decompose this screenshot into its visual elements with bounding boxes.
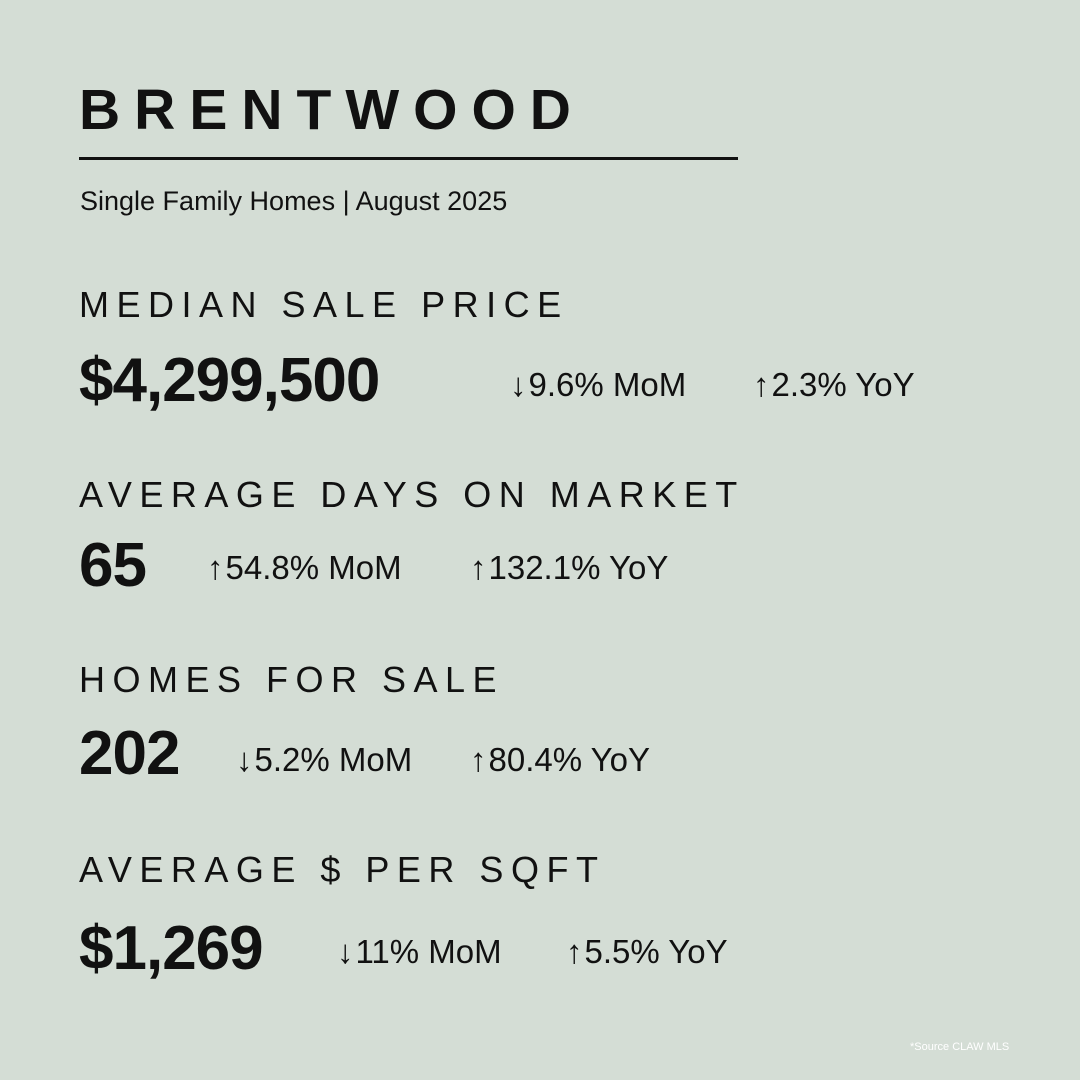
mom-change-text: 54.8% MoM <box>225 549 402 586</box>
mom-change-text: 9.6% MoM <box>528 366 687 403</box>
metric-value: 65 <box>79 531 146 600</box>
arrow-down-icon: ↓ <box>337 933 354 970</box>
mom-change-text: 11% MoM <box>355 933 502 970</box>
yoy-change <box>470 548 668 588</box>
arrow-up-icon: ↑ <box>566 933 583 970</box>
mom-change <box>337 932 502 972</box>
page-title: BRENTWOOD <box>79 78 585 142</box>
metric-label: AVERAGE DAYS ON MARKET <box>79 474 745 515</box>
mom-change <box>510 365 686 405</box>
page-subtitle: Single Family Homes | August 2025 <box>80 186 508 216</box>
arrow-up-icon: ↑ <box>753 366 770 403</box>
metric-label: HOMES FOR SALE <box>79 659 505 700</box>
yoy-change-text: 5.5% YoY <box>584 933 728 970</box>
yoy-change <box>470 740 650 780</box>
yoy-change-text: 80.4% YoY <box>488 741 650 778</box>
yoy-change <box>566 932 728 972</box>
metric-value: $4,299,500 <box>79 346 380 415</box>
arrow-down-icon: ↓ <box>236 741 253 778</box>
arrow-up-icon: ↑ <box>470 741 487 778</box>
yoy-change <box>753 365 915 405</box>
mom-change-text: 5.2% MoM <box>254 741 413 778</box>
arrow-down-icon: ↓ <box>510 366 527 403</box>
metric-label: MEDIAN SALE PRICE <box>79 284 569 325</box>
arrow-up-icon: ↑ <box>207 549 224 586</box>
mom-change <box>207 548 402 588</box>
metric-value: 202 <box>79 719 180 788</box>
metric-label: AVERAGE $ PER SQFT <box>79 849 606 890</box>
title-divider <box>79 157 738 160</box>
mom-change <box>236 740 412 780</box>
yoy-change-text: 132.1% YoY <box>488 549 669 586</box>
source-note: *Source CLAW MLS <box>910 1041 1010 1053</box>
metric-value: $1,269 <box>79 914 263 983</box>
arrow-up-icon: ↑ <box>470 549 487 586</box>
yoy-change-text: 2.3% YoY <box>771 366 915 403</box>
